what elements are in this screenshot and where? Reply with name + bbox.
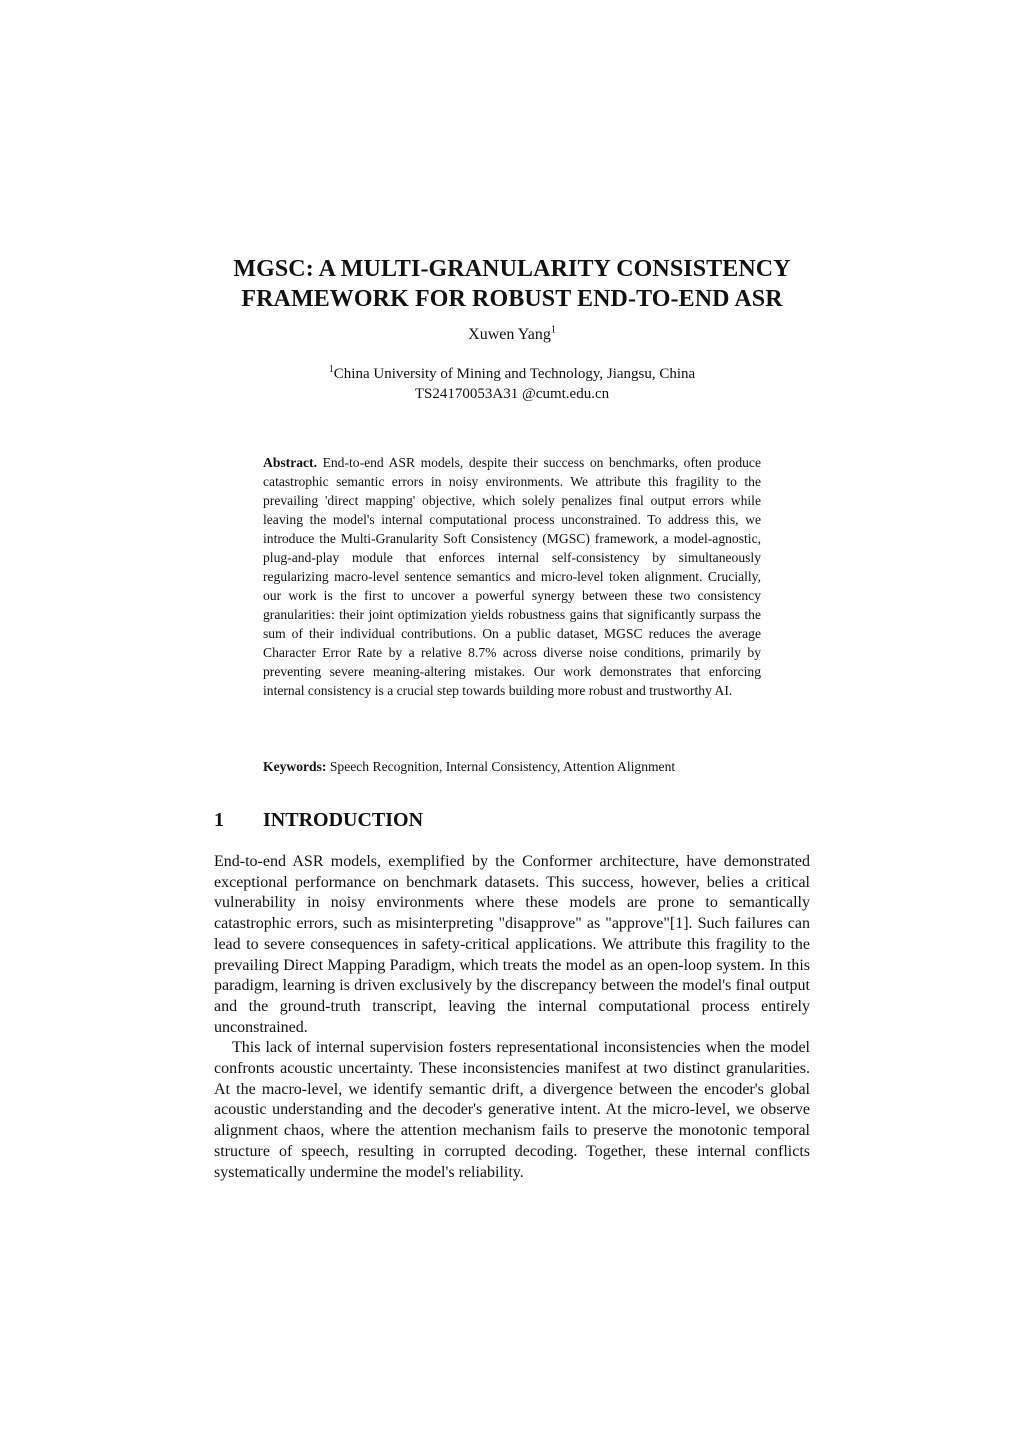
affiliation-text: China University of Mining and Technology, Jiangsu, China	[333, 366, 696, 382]
affiliation-superscript: 1	[328, 364, 334, 375]
title-line-2: FRAMEWORK FOR ROBUST END-TO-END ASR	[241, 286, 783, 312]
author-superscript: 1	[550, 324, 556, 336]
author-line	[0, 325, 1024, 345]
keywords	[263, 757, 783, 776]
paper-title	[150, 254, 874, 314]
author-name: Xuwen Yang	[468, 326, 551, 343]
affiliation-line	[0, 364, 1024, 384]
affiliation-block	[0, 364, 1024, 404]
author-email: TS24170053A31 @cumt.edu.cn	[414, 386, 610, 402]
abstract-label: Abstract.	[263, 455, 317, 470]
section-body	[214, 852, 810, 1183]
title-line-1: MGSC: A MULTI-GRANULARITY CONSISTENCY	[233, 256, 791, 282]
keywords-label: Keywords:	[263, 759, 327, 774]
abstract	[263, 453, 761, 700]
abstract-text: End-to-end ASR models, despite their success on benchmarks, often produce catastrophic semantic errors in noisy environments. We attribute this fragility to the prevailing 'direct mapping' objective, which solely penalizes final output errors while leaving the model's internal computational process unconstrained. To address this, we introduce the Multi-Granularity Soft Consistency (MGSC) framework, a model-agnostic, plug-and-play module that enforces internal self-consistency by simultaneously regularizing macro-level sentence semantics and micro-level token alignment. Crucially, our work is the first to uncover a powerful synergy between these two consistency granularities: their joint optimization yields robustness gains that significantly surpass the sum of their individual contributions. On a public dataset, MGSC reduces the average Character Error Rate by a relative 8.7% across diverse noise conditions, primarily by preventing severe meaning-altering mistakes. Our work demonstrates that enforcing internal consistency is a crucial step towards building more robust and trustworthy AI.	[263, 455, 761, 698]
body-paragraph: End-to-end ASR models, exemplified by the Conformer architecture, have demonstrated exceptional performance on benchmark datasets. This success, however, belies a critical vulnerability in noisy environments where these models are prone to semantically catastrophic errors, such as misinterpreting "disapprove" as "approve"[1]. Such failures can lead to severe consequences in safety-critical applications. We attribute this fragility to the prevailing Direct Mapping Paradigm, which treats the model as an open-loop system. In this paradigm, learning is driven exclusively by the discrepancy between the model's final output and the ground-truth transcript, leaving the internal computational process entirely unconstrained.	[214, 853, 810, 1036]
section-number: 1	[214, 809, 224, 831]
keywords-text: Speech Recognition, Internal Consistency, Attention Alignment	[329, 759, 676, 774]
section-title: INTRODUCTION	[263, 809, 424, 831]
body-paragraph: This lack of internal supervision fosters representational inconsistencies when the model confronts acoustic uncertainty. These inconsistencies manifest at two distinct granularities. At the macro-level, we identify semantic drift, a divergence between the encoder's global acoustic understanding and the decoder's generative intent. At the micro-level, we observe alignment chaos, where the attention mechanism fails to preserve the monotonic temporal structure of speech, resulting in corrupted decoding. Together, these internal conflicts systematically undermine the model's reliability.	[214, 1039, 810, 1181]
